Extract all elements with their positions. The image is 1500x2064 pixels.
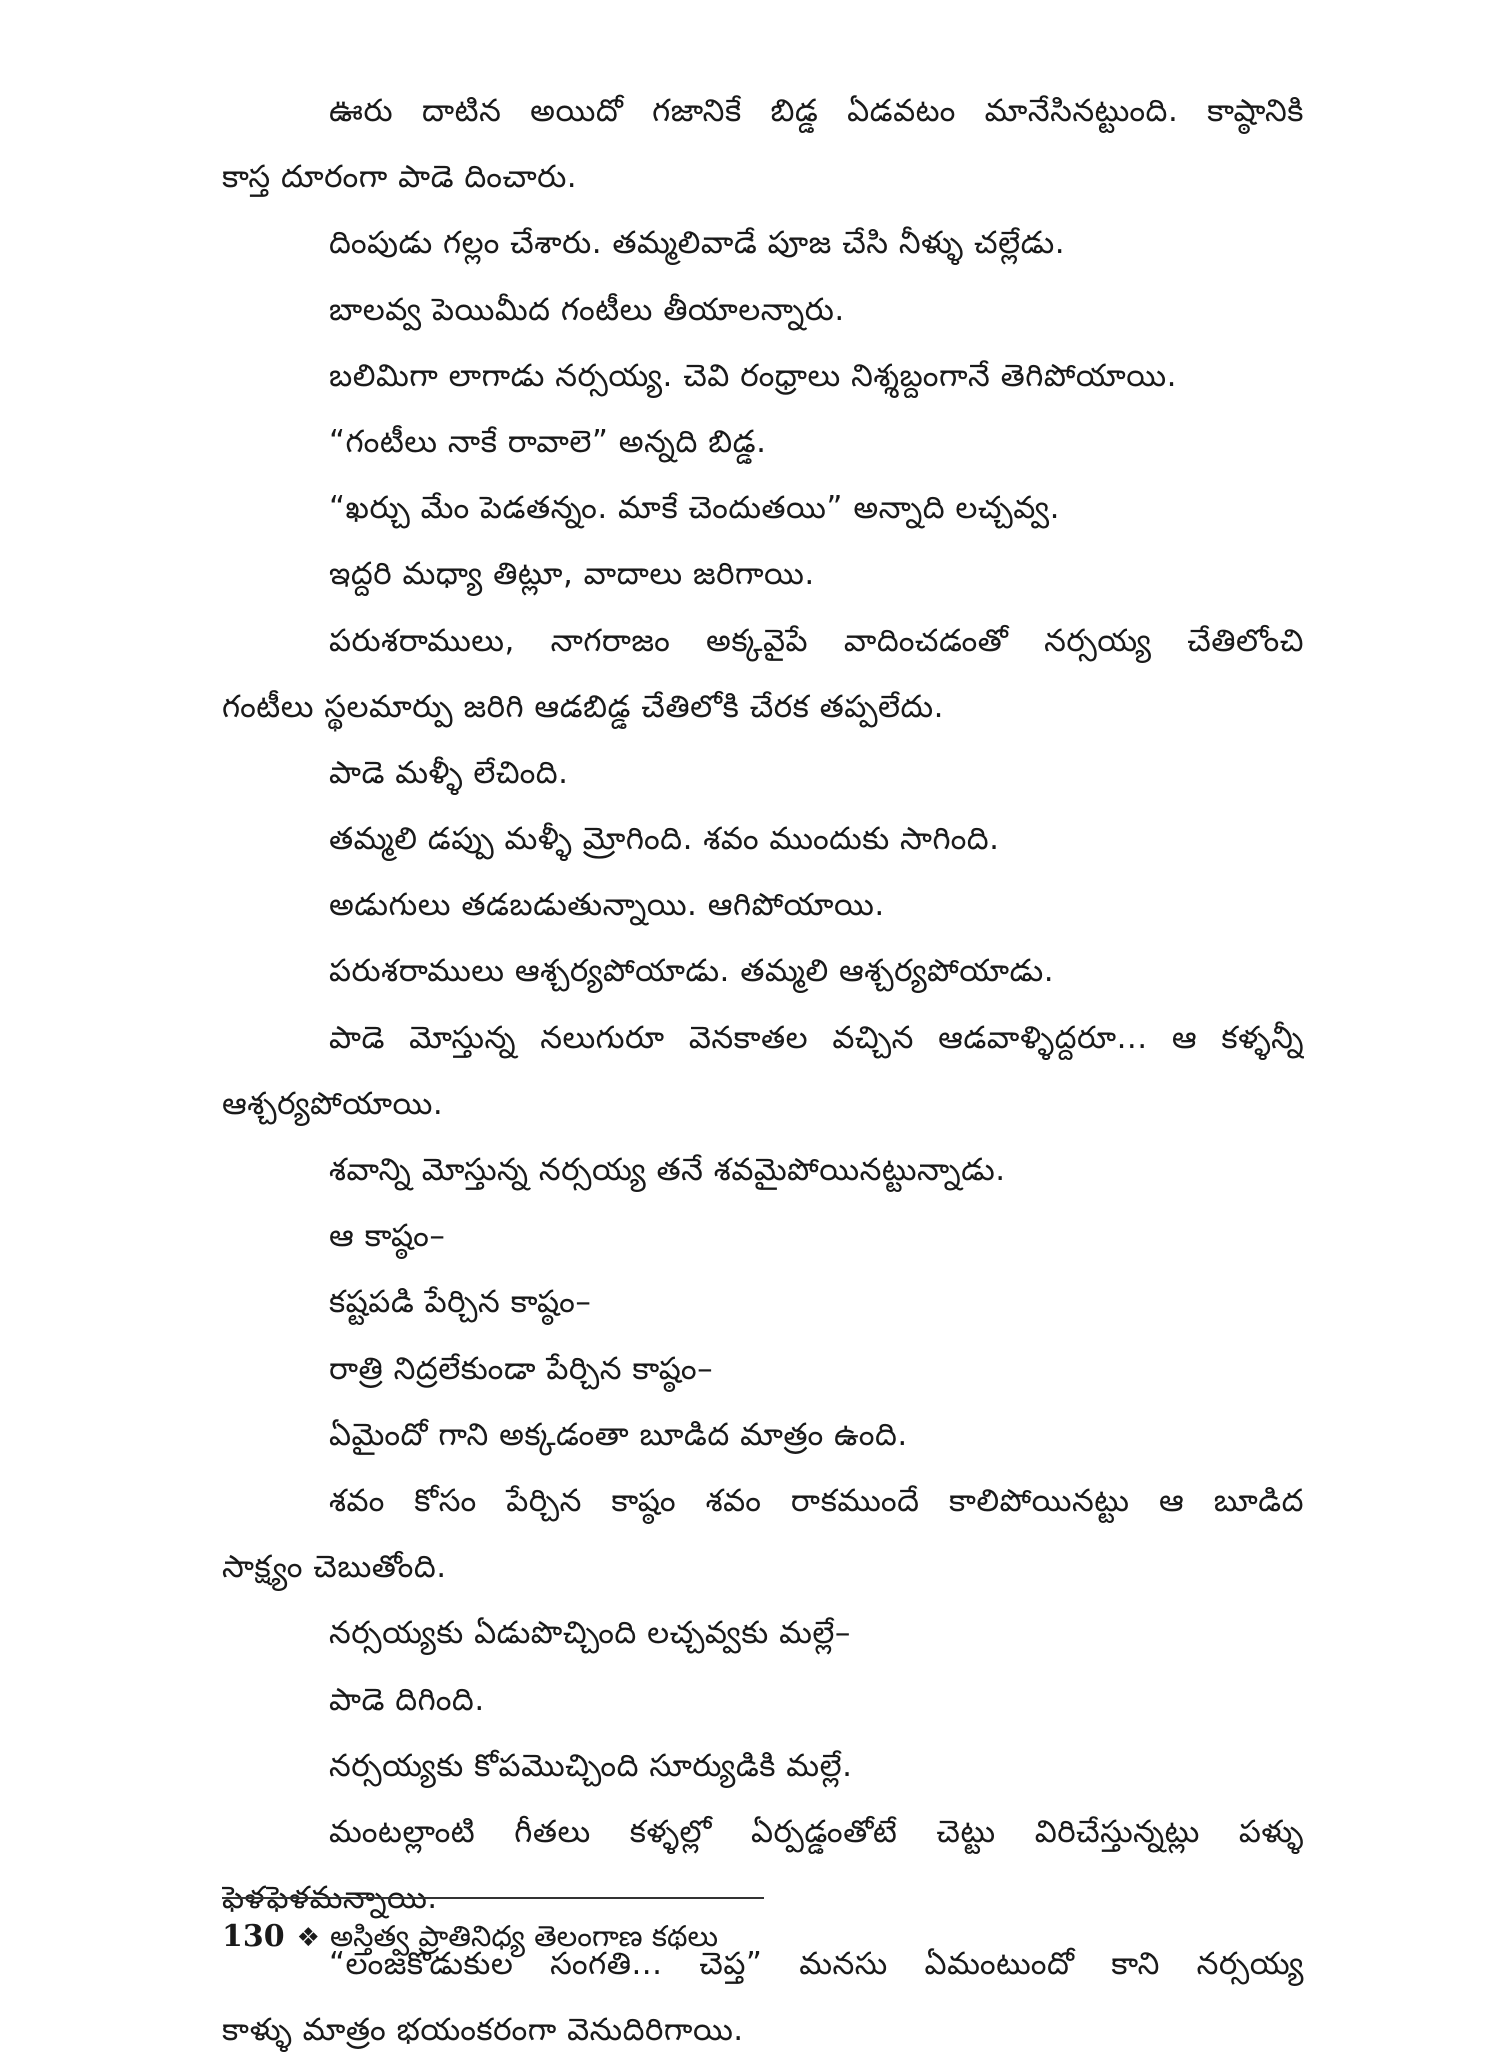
text-line: “ఖర్చు మేం పెడతన్నం. మాకే చెందుతయి” అన్నాది లచ్చవ్వ. xyxy=(329,490,1060,527)
page-number: 130 xyxy=(222,1919,285,1954)
text-line: పాడె దిగింది. xyxy=(329,1681,485,1718)
text-line: బాలవ్వ పెయిమీద గంటీలు తీయాలన్నారు. xyxy=(329,291,845,328)
text-line: మంటల్లాంటి గీతలు కళ్ళల్లో ఏర్పడ్డంతోటే చెట్టు విరిచేస్తున్నట్లు పళ్ళు xyxy=(329,1813,1304,1850)
footer-divider xyxy=(222,1897,764,1899)
text-line: తమ్మలి డప్పు మళ్ళీ మ్రోగింది. శవం ముందుకు సాగింది. xyxy=(329,821,1000,858)
text-line: పాడె మోస్తున్న నలుగురూ వెనకాతల వచ్చిన ఆడవాళ్ళిద్దరూ... ఆ కళ్ళన్నీ xyxy=(329,1019,1304,1056)
text-line: నర్సయ్యకు ఏడుపొచ్చింది లచ్చవ్వకు మల్లే– xyxy=(329,1615,851,1652)
text-line: రాత్రి నిద్రలేకుండా పేర్చిన కాష్ఠం– xyxy=(329,1350,714,1387)
page-footer xyxy=(222,1914,718,1958)
running-book-title: అస్తిత్వ ప్రాతినిధ్య తెలంగాణ కథలు xyxy=(329,1919,719,1953)
text-line: ఏమైందో గాని అక్కడంతా బూడిద మాత్రం ఉంది. xyxy=(329,1416,908,1453)
text-line: ఆశ్చర్యపోయాయి. xyxy=(222,1085,444,1122)
text-line: “గంటీలు నాకే రావాలె” అన్నది బిడ్డ. xyxy=(329,423,767,460)
text-line: బలిమిగా లాగాడు నర్సయ్య. చెవి రంధ్రాలు నిశ్శబ్దంగానే తెగిపోయాయి. xyxy=(329,357,1177,394)
ornament-separator-icon: ❖ xyxy=(296,1923,320,1953)
text-line: సాక్ష్యం చెబుతోంది. xyxy=(222,1549,447,1586)
text-line: పరుశరాములు, నాగరాజం అక్కవైపే వాదించడంతో నర్సయ్య చేతిలోంచి xyxy=(329,622,1304,659)
text-line: కష్టపడి పేర్చిన కాష్ఠం– xyxy=(329,1284,592,1321)
text-line: కాస్త దూరంగా పాడె దించారు. xyxy=(222,159,578,196)
text-line: అడుగులు తడబడుతున్నాయి. ఆగిపోయాయి. xyxy=(329,887,885,924)
text-line: గంటీలు స్థలమార్పు జరిగి ఆడబిడ్డ చేతిలోకి చేరక తప్పలేదు. xyxy=(222,688,944,725)
text-line: ఫెళఫెళమన్నాయి. xyxy=(222,1880,438,1917)
text-line: ఇద్దరి మధ్యా తిట్లూ, వాదాలు జరిగాయి. xyxy=(329,556,815,593)
text-line: పాడె మళ్ళీ లేచింది. xyxy=(329,754,569,791)
text-line: శవం కోసం పేర్చిన కాష్ఠం శవం రాకముందే కాలిపోయినట్టు ఆ బూడిద xyxy=(329,1482,1304,1519)
text-line: “లంజకొడుకుల సంగతి... చెప్త” మనసు ఏమంటుందో కాని నర్సయ్య xyxy=(329,1946,1304,1983)
text-line: శవాన్ని మోస్తున్న నర్సయ్య తనే శవమైపోయినట్టున్నాడు. xyxy=(329,1152,1006,1188)
text-line: పరుశరాములు ఆశ్చర్యపోయాడు. తమ్మలి ఆశ్చర్యపోయాడు. xyxy=(329,953,1055,990)
text-line: ఆ కాష్ఠం– xyxy=(329,1218,446,1255)
text-line: ఊరు దాటిన అయిదో గజానికే బిడ్డ ఏడవటం మానేసినట్టుంది. కాష్ఠానికి xyxy=(329,93,1304,129)
text-line: దింపుడు గల్లం చేశారు. తమ్మలివాడే పూజ చేసి నీళ్ళు చల్లేడు. xyxy=(329,225,1066,262)
text-line: కాళ్ళు మాత్రం భయంకరంగా వెనుదిరిగాయి. xyxy=(222,2012,744,2049)
body-text xyxy=(222,78,1304,2064)
text-line: నర్సయ్యకు కోపమొచ్చింది సూర్యుడికి మల్లే. xyxy=(329,1747,853,1784)
